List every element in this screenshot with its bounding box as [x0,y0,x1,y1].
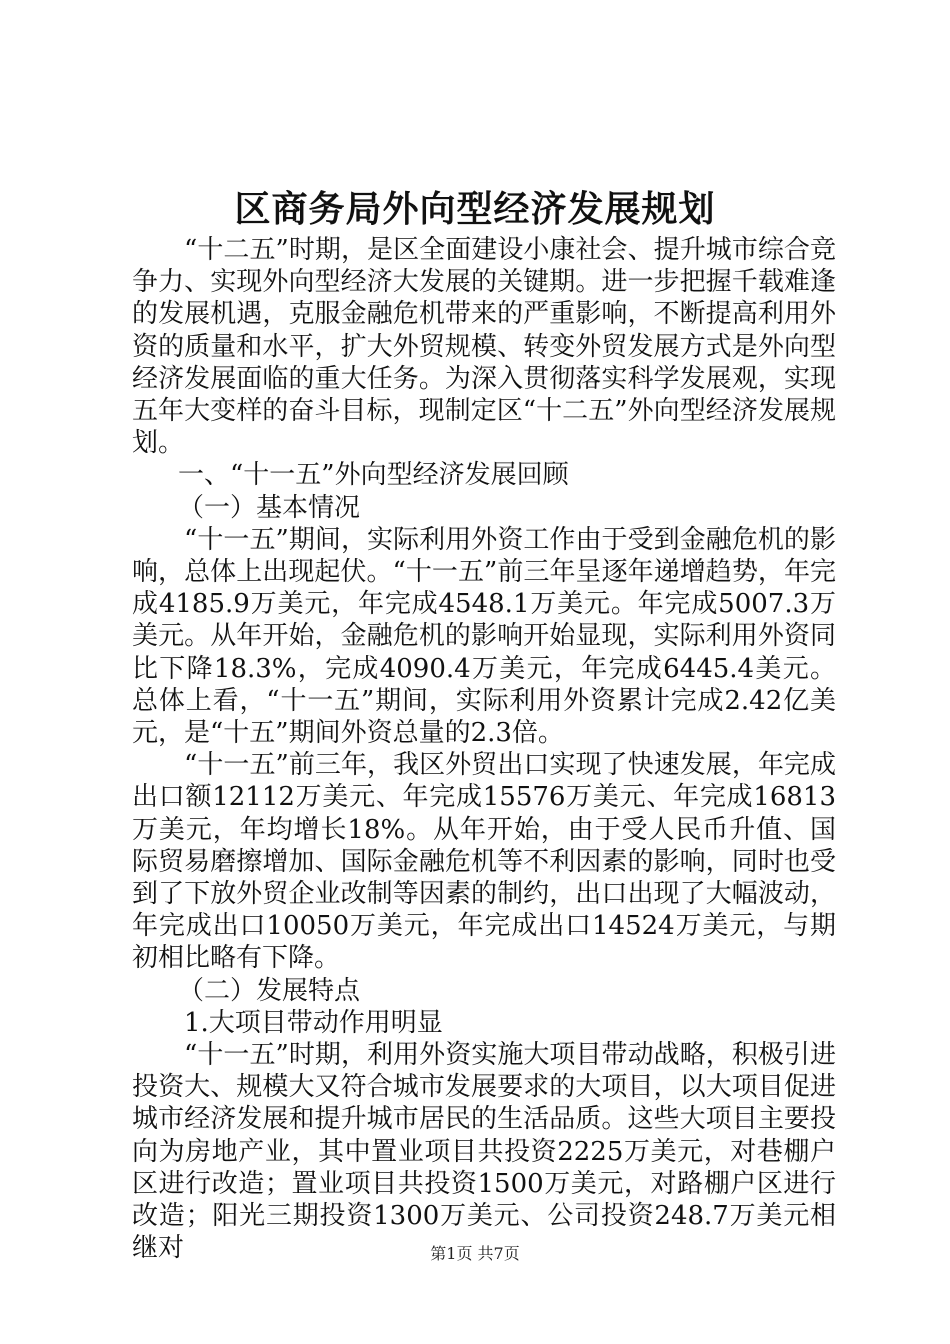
section-heading-review: 一、“十一五”外向型经济发展回顾 [178,460,569,491]
paragraph-intro: “十二五”时期，是区全面建设小康社会、提升城市综合竞争力、实现外向型经济大发展的关键期。进一步把握千载难逢的发展机遇，克服金融危机带来的严重影响，不断提高利用外资的质量和水平，扩大外贸规模、转变外贸发展方式是外向型经济发展面临的重大任务。为深入贯彻落实科学发展观，实现五年大变样的奋斗目标，现制定区“十二五”外向型经济发展规划。 [132,235,836,459]
page-footer: 第1页 共7页 [430,1244,520,1263]
subsection-heading-features: （二）发展特点 [178,975,361,1006]
point-heading-big-projects: 1.大项目带动作用明显 [184,1007,443,1038]
document-title: 区商务局外向型经济发展规划 [234,189,716,230]
paragraph-foreign-trade: “十一五”前三年，我区外贸出口实现了快速发展，年完成出口额12112万美元、年完成15576万美元、年完成16813万美元，年均增长18%。从年开始，由于受人民币升值、国际贸易磨擦增加、国际金融危机等不利因素的影响，同时也受到了下放外贸企业改制等因素的制约，出口出现了大幅波动，年完成出口10050万美元，年完成出口14524万美元，与期初相比略有下降。 [132,750,836,974]
paragraph-foreign-investment: “十一五”期间，实际利用外资工作由于受到金融危机的影响，总体上出现起伏。“十一五”前三年呈逐年递增趋势，年完成4185.9万美元，年完成4548.1万美元。年完成5007.3万美元。从年开始，金融危机的影响开始显现，实际利用外资同比下降18.3%，完成4090.4万美元，年完成6445.4美元。总体上看，“十一五”期间，实际利用外资累计完成2.42亿美元，是“十五”期间外资总量的2.3倍。 [132,524,836,749]
paragraph-big-projects: “十一五”时期，利用外资实施大项目带动战略，积极引进投资大、规模大又符合城市发展要求的大项目，以大项目促进城市经济发展和提升城市居民的生活品质。这些大项目主要投向为房地产业，其中置业项目共投资2225万美元，对巷棚户区进行改造；置业项目共投资1500万美元，对路棚户区进行改造；阳光三期投资1300万美元、公司投资248.7万美元相继对 [132,1040,836,1264]
document-body [132,234,836,1265]
subsection-heading-basic: （一）基本情况 [178,492,361,523]
